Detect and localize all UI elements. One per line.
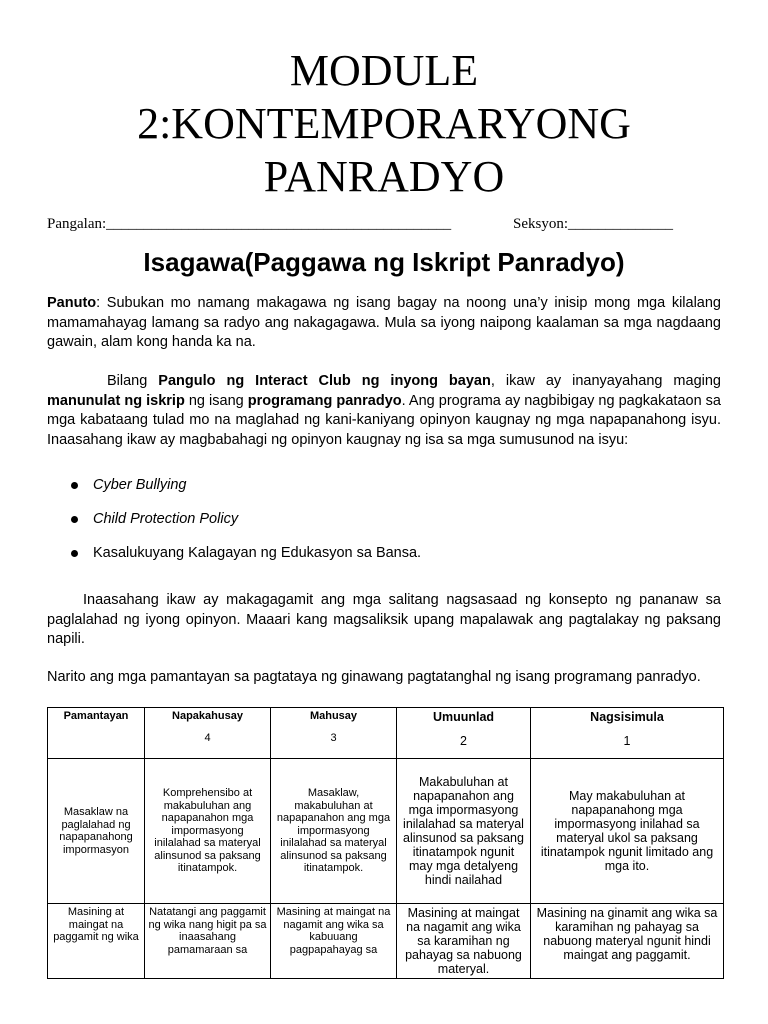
header-nagsisimula	[531, 708, 724, 759]
bullet-icon	[71, 482, 78, 489]
section-blank[interactable]: ______________	[568, 216, 674, 232]
student-fields	[47, 216, 727, 233]
name-blank[interactable]: ______________________________________________	[106, 216, 452, 232]
table-cell: Masining na ginamit ang wika sa karamihan ng pahayag sa nabuong materyal ngunit hindi maingat ang paggamit.	[531, 904, 724, 979]
header-label: Umuunlad	[432, 710, 495, 724]
table-cell: Masining at maingat na nagamit ang wika sa karamihan ng pahayag sa nabuong materyal.	[397, 904, 531, 979]
table-row	[48, 759, 724, 904]
bilang-bold-1: Pangulo ng Interact Club ng inyong bayan	[158, 373, 491, 389]
issue-list	[47, 476, 721, 578]
panuto-label: Panuto	[47, 295, 97, 311]
table-row	[48, 904, 724, 979]
title-line-3: PANRADYO	[263, 152, 505, 201]
header-label: Pamantayan	[63, 710, 129, 722]
bilang-text-1: Bilang	[107, 373, 159, 389]
bilang-paragraph	[47, 372, 721, 450]
panuto-paragraph	[47, 294, 721, 353]
header-napakahusay	[145, 708, 271, 759]
issue-text: Child Protection Policy	[93, 511, 239, 527]
bilang-text-4: . Ang programa ay nagbibigay ng pagkakataon sa mga kabataang tulad mo na maglahad ng kani-kaniyang opinyon kaugnay ng mga napapanahong isyu. Inaasahang ikaw ay magbabahagi ng opinyon kaugnay ng isa sa mga sumusunod na isyu:	[47, 392, 722, 448]
list-item	[47, 510, 721, 544]
rubric-table	[47, 707, 724, 979]
bilang-text-3: ng isang	[184, 392, 248, 409]
bilang-text-2: , ikaw ay inanyayahang maging	[490, 373, 721, 389]
module-title	[0, 44, 768, 203]
table-cell: Masaklaw, makabuluhan at napapanahon ang mga impormasyong inilalahad sa materyal alinsunod sa paksang itinatampok.	[271, 759, 397, 904]
header-score: 1	[623, 734, 631, 748]
bullet-icon	[71, 516, 78, 523]
activity-heading: Isagawa(Paggawa ng Iskript Panradyo)	[143, 247, 625, 277]
header-label: Mahusay	[309, 710, 358, 722]
table-cell: May makabuluhan at napapanahong mga impormasyong inilahad sa materyal ukol sa paksang itinatampok ngunit limitado ang mga ito.	[531, 759, 724, 904]
header-label: Nagsisimula	[590, 710, 664, 724]
table-cell: Masining at maingat na paggamit ng wika	[48, 904, 145, 979]
header-label: Napakahusay	[172, 710, 243, 722]
table-cell: Makabuluhan at napapanahon ang mga impormasyong inilalahad sa materyal alinsunod sa paksang itinatampok ngunit may mga detalyeng hindi nailahad	[397, 759, 531, 904]
table-cell: Komprehensibo at makabuluhan ang napapanahon mga impormasyong inilalahad sa materyal alinsunod sa paksang itinatampok.	[145, 759, 271, 904]
inaasahan-paragraph: Inaasahang ikaw ay makagagamit ang mga salitang nagsasaad ng konsepto ng pananaw sa paglalahad ng iyong opinyon. Maaari kang magsaliksik upang mapalawak ang pagtalakay ng paksang napili.	[47, 592, 721, 647]
header-score: 3	[330, 732, 337, 744]
bilang-bold-2: manunulat ng iskrip	[47, 392, 185, 409]
panuto-text: : Subukan mo namang makagawa ng isang bagay na noong una’y inisip mong mga kilalang mamamahayag lamang sa radyo ang nakagagawa. Mula sa iyong naipong kaalaman sa mga nagdaang gawain, alam kong handa ka na.	[47, 295, 721, 350]
list-item	[47, 544, 721, 578]
table-header-row	[48, 708, 724, 759]
header-score: 4	[204, 732, 211, 744]
header-score: 2	[460, 734, 467, 748]
header-pamantayan	[48, 708, 145, 759]
table-cell: Masaklaw na paglalahad ng napapanahong impormasyon	[48, 759, 145, 904]
issue-text: Cyber Bullying	[93, 477, 187, 493]
header-umuunlad	[397, 708, 531, 759]
table-cell: Natatangi ang paggamit ng wika nang higit pa sa inaasahang pamamaraan sa	[145, 904, 271, 979]
header-mahusay	[271, 708, 397, 759]
bullet-icon	[71, 550, 78, 557]
bilang-bold-3: programang panradyo	[247, 392, 402, 409]
issue-text: Kasalukuyang Kalagayan ng Edukasyon sa Bansa.	[93, 545, 422, 561]
narito-paragraph: Narito ang mga pamantayan sa pagtataya ng ginawang pagtatanghal ng isang programang panradyo.	[47, 669, 701, 685]
section-field	[513, 216, 673, 233]
title-line-1: MODULE	[289, 46, 479, 95]
title-line-2: 2:KONTEMPORARYONG	[137, 99, 631, 148]
name-label: Pangalan:	[47, 216, 107, 232]
table-cell: Masining at maingat na nagamit ang wika sa kabuuang pagpapahayag sa	[271, 904, 397, 979]
list-item	[47, 476, 721, 510]
section-label: Seksyon:	[513, 216, 569, 232]
